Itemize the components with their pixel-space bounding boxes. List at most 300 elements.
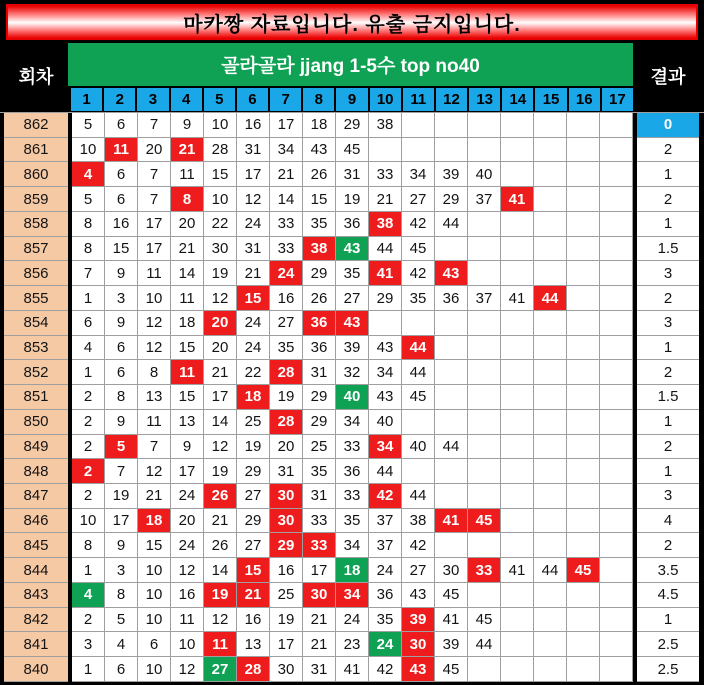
warning-banner (6, 4, 698, 40)
number-cell: 45 (435, 657, 468, 682)
column-number: 3 (137, 88, 168, 111)
number-cell: 10 (138, 286, 171, 311)
number-cell: 34 (369, 435, 402, 460)
number-cell: 42 (402, 261, 435, 286)
column-number: 9 (336, 88, 367, 111)
number-cell: 31 (303, 484, 336, 509)
number-cell: 4 (72, 162, 105, 187)
data-row (4, 410, 699, 435)
number-cell: 35 (336, 261, 369, 286)
number-cell: 42 (369, 484, 402, 509)
number-cell: 6 (105, 360, 138, 385)
number-cell: 13 (237, 632, 270, 657)
number-cell (567, 261, 600, 286)
number-cell (534, 113, 567, 138)
number-cell: 17 (270, 113, 303, 138)
number-cell: 17 (204, 385, 237, 410)
number-cell: 24 (270, 261, 303, 286)
number-cell: 21 (369, 187, 402, 212)
number-cell: 10 (204, 187, 237, 212)
number-cell (501, 608, 534, 633)
number-cell: 25 (270, 583, 303, 608)
number-cell: 34 (336, 533, 369, 558)
number-cell: 31 (303, 360, 336, 385)
number-cell: 1 (72, 558, 105, 583)
number-cell: 36 (336, 459, 369, 484)
number-cell: 16 (171, 583, 204, 608)
number-cell: 21 (237, 261, 270, 286)
number-cell: 41 (336, 657, 369, 682)
number-cell (534, 385, 567, 410)
number-cell: 24 (237, 336, 270, 361)
number-cell: 33 (303, 509, 336, 534)
result-cell: 2 (637, 435, 699, 460)
number-cell (435, 237, 468, 262)
result-cell: 1 (637, 410, 699, 435)
number-cell (567, 533, 600, 558)
result-cell: 1 (637, 162, 699, 187)
data-row (4, 187, 699, 212)
number-cell: 7 (105, 459, 138, 484)
number-cell (534, 237, 567, 262)
data-row (4, 632, 699, 657)
number-cell (600, 113, 633, 138)
round-cell: 861 (4, 138, 68, 163)
number-cell: 37 (468, 187, 501, 212)
number-cell: 12 (204, 286, 237, 311)
number-cell (600, 212, 633, 237)
number-cell: 11 (204, 632, 237, 657)
number-cell: 12 (138, 336, 171, 361)
number-cell (600, 162, 633, 187)
number-cell: 28 (237, 657, 270, 682)
round-cell: 846 (4, 509, 68, 534)
number-cell: 29 (369, 286, 402, 311)
number-cell: 16 (237, 113, 270, 138)
number-cell: 21 (138, 484, 171, 509)
number-cell: 12 (171, 657, 204, 682)
round-cell: 847 (4, 484, 68, 509)
round-cell: 856 (4, 261, 68, 286)
data-row (4, 435, 699, 460)
number-cell: 44 (369, 459, 402, 484)
round-cell: 844 (4, 558, 68, 583)
number-cell: 22 (237, 360, 270, 385)
number-cell: 45 (402, 237, 435, 262)
result-cell: 4 (637, 509, 699, 534)
number-cell: 42 (369, 657, 402, 682)
result-cell: 2 (637, 286, 699, 311)
number-cell: 18 (138, 509, 171, 534)
number-cell: 28 (270, 410, 303, 435)
column-number: 17 (602, 88, 633, 111)
data-row (4, 336, 699, 361)
number-cell: 24 (171, 533, 204, 558)
number-cell (468, 113, 501, 138)
number-cell: 16 (105, 212, 138, 237)
number-cell: 44 (534, 558, 567, 583)
number-cell (534, 657, 567, 682)
number-cell (600, 533, 633, 558)
number-cell (501, 435, 534, 460)
number-cell: 15 (171, 336, 204, 361)
number-cell (567, 632, 600, 657)
number-cell (402, 459, 435, 484)
number-cell: 18 (303, 113, 336, 138)
number-cell (435, 336, 468, 361)
number-cell: 8 (105, 385, 138, 410)
number-cell: 10 (72, 509, 105, 534)
number-cell: 17 (270, 632, 303, 657)
number-cell (468, 583, 501, 608)
data-grid (0, 112, 704, 682)
number-cell: 36 (303, 311, 336, 336)
number-cell (534, 360, 567, 385)
number-cell: 33 (270, 212, 303, 237)
number-cell (567, 583, 600, 608)
number-cell: 21 (204, 360, 237, 385)
number-cell (600, 558, 633, 583)
column-number: 15 (535, 88, 566, 111)
number-cell: 38 (369, 212, 402, 237)
number-cell: 9 (105, 261, 138, 286)
number-cell: 15 (303, 187, 336, 212)
number-cell (501, 632, 534, 657)
number-cell: 39 (435, 632, 468, 657)
number-cell (567, 212, 600, 237)
number-cell: 24 (369, 558, 402, 583)
data-row (4, 113, 699, 138)
result-cell: 2.5 (637, 632, 699, 657)
number-cell (468, 138, 501, 163)
number-cell: 2 (72, 435, 105, 460)
number-cell (501, 360, 534, 385)
number-cell: 2 (72, 385, 105, 410)
round-cell: 842 (4, 608, 68, 633)
round-cell: 858 (4, 212, 68, 237)
number-cell: 20 (138, 138, 171, 163)
number-cell: 15 (105, 237, 138, 262)
number-cell: 30 (204, 237, 237, 262)
number-cell: 44 (369, 237, 402, 262)
number-cell: 5 (72, 187, 105, 212)
data-row (4, 509, 699, 534)
number-cell: 33 (270, 237, 303, 262)
data-row (4, 261, 699, 286)
number-cell: 12 (171, 558, 204, 583)
number-cell: 15 (237, 286, 270, 311)
number-cell: 27 (336, 286, 369, 311)
number-cell: 6 (105, 336, 138, 361)
number-cell: 12 (138, 459, 171, 484)
number-cell (534, 212, 567, 237)
number-cell (534, 583, 567, 608)
number-cell: 8 (105, 583, 138, 608)
number-cell: 14 (204, 410, 237, 435)
number-cell: 38 (402, 509, 435, 534)
number-cell (567, 385, 600, 410)
number-cell: 26 (204, 484, 237, 509)
number-cell: 8 (171, 187, 204, 212)
number-cell: 33 (303, 533, 336, 558)
number-cell: 27 (237, 533, 270, 558)
number-cell: 29 (303, 261, 336, 286)
number-cell (501, 533, 534, 558)
number-cell: 28 (270, 360, 303, 385)
number-cell: 21 (171, 237, 204, 262)
number-cell: 36 (303, 336, 336, 361)
number-cell (600, 435, 633, 460)
number-cell (534, 509, 567, 534)
number-cell: 19 (105, 484, 138, 509)
number-cell: 26 (204, 533, 237, 558)
number-cell: 4 (105, 632, 138, 657)
number-cell: 9 (105, 410, 138, 435)
number-cell: 31 (237, 138, 270, 163)
number-cell (435, 484, 468, 509)
number-cell: 19 (204, 583, 237, 608)
column-number: 16 (569, 88, 600, 111)
number-cell: 35 (402, 286, 435, 311)
number-cell (600, 385, 633, 410)
data-row (4, 484, 699, 509)
number-cell: 44 (435, 212, 468, 237)
number-cell: 41 (369, 261, 402, 286)
number-cell: 11 (171, 162, 204, 187)
data-row (4, 583, 699, 608)
result-cell: 1 (637, 608, 699, 633)
number-cell: 45 (402, 385, 435, 410)
number-cell (468, 410, 501, 435)
number-cell: 3 (105, 558, 138, 583)
number-cell: 19 (336, 187, 369, 212)
sheet-title: 골라골라 jjang 1-5수 top no40 (68, 43, 633, 86)
number-cell: 26 (303, 286, 336, 311)
number-cell (567, 138, 600, 163)
number-cell: 1 (72, 360, 105, 385)
number-cell: 17 (138, 212, 171, 237)
result-cell: 3 (637, 261, 699, 286)
number-cell (369, 138, 402, 163)
number-cell: 45 (435, 583, 468, 608)
number-cell (567, 410, 600, 435)
round-cell: 841 (4, 632, 68, 657)
number-cell: 19 (204, 459, 237, 484)
column-number: 12 (436, 88, 467, 111)
number-cell: 45 (468, 608, 501, 633)
number-cell (501, 509, 534, 534)
round-cell: 857 (4, 237, 68, 262)
number-cell (567, 484, 600, 509)
round-cell: 850 (4, 410, 68, 435)
column-number: 7 (270, 88, 301, 111)
number-cell (501, 113, 534, 138)
result-cell: 0 (637, 113, 699, 138)
number-cell (468, 237, 501, 262)
number-cell: 30 (435, 558, 468, 583)
number-cell (534, 632, 567, 657)
number-cell: 36 (369, 583, 402, 608)
round-cell: 862 (4, 113, 68, 138)
result-cell: 1 (637, 212, 699, 237)
data-row (4, 608, 699, 633)
round-cell: 853 (4, 336, 68, 361)
result-cell: 1 (637, 459, 699, 484)
round-cell: 849 (4, 435, 68, 460)
number-cell (501, 657, 534, 682)
round-cell: 860 (4, 162, 68, 187)
number-cell (567, 657, 600, 682)
number-cell: 17 (303, 558, 336, 583)
number-cell: 9 (105, 533, 138, 558)
number-cell: 36 (336, 212, 369, 237)
data-row (4, 657, 699, 682)
data-row (4, 533, 699, 558)
number-cell: 29 (435, 187, 468, 212)
number-cell: 40 (369, 410, 402, 435)
number-cell: 23 (336, 632, 369, 657)
number-cell (534, 311, 567, 336)
number-cell: 25 (237, 410, 270, 435)
number-cell: 10 (72, 138, 105, 163)
number-cell: 25 (303, 435, 336, 460)
number-cell: 27 (237, 484, 270, 509)
number-cell: 3 (72, 632, 105, 657)
number-cell: 44 (534, 286, 567, 311)
number-cell (501, 583, 534, 608)
number-cell: 12 (204, 435, 237, 460)
number-cell: 31 (270, 459, 303, 484)
number-cell: 34 (402, 162, 435, 187)
data-row (4, 162, 699, 187)
round-cell: 845 (4, 533, 68, 558)
number-cell: 27 (204, 657, 237, 682)
number-cell (567, 113, 600, 138)
number-cell (468, 212, 501, 237)
number-cell: 44 (402, 360, 435, 385)
number-cell: 8 (72, 212, 105, 237)
number-cell: 11 (105, 138, 138, 163)
number-cell (600, 286, 633, 311)
number-cell: 2 (72, 484, 105, 509)
number-cell (600, 410, 633, 435)
result-cell: 3.5 (637, 558, 699, 583)
number-cell (567, 336, 600, 361)
number-cell (402, 138, 435, 163)
warning-banner-text: 마카짱 자료입니다. 유출 금지입니다. (183, 13, 521, 36)
number-cell: 12 (237, 187, 270, 212)
number-cell (369, 311, 402, 336)
number-cell (600, 138, 633, 163)
number-cell (534, 608, 567, 633)
number-cell (501, 212, 534, 237)
number-cell: 11 (138, 261, 171, 286)
number-cell (501, 261, 534, 286)
number-cell: 34 (369, 360, 402, 385)
number-cell: 29 (237, 509, 270, 534)
number-cell: 16 (270, 286, 303, 311)
number-cell: 29 (303, 385, 336, 410)
number-cell: 12 (204, 608, 237, 633)
data-row (4, 286, 699, 311)
round-cell: 854 (4, 311, 68, 336)
result-cell: 1.5 (637, 385, 699, 410)
number-cell (402, 113, 435, 138)
number-cell: 21 (303, 632, 336, 657)
number-cell: 32 (336, 360, 369, 385)
data-row (4, 459, 699, 484)
number-cell (567, 237, 600, 262)
number-cell (600, 632, 633, 657)
column-number: 6 (237, 88, 268, 111)
number-cell: 41 (501, 286, 534, 311)
column-number: 2 (104, 88, 135, 111)
number-cell (501, 162, 534, 187)
number-cell: 30 (270, 509, 303, 534)
number-cell: 44 (435, 435, 468, 460)
number-cell: 17 (105, 509, 138, 534)
number-cell: 31 (336, 162, 369, 187)
round-cell: 851 (4, 385, 68, 410)
number-cell: 26 (303, 162, 336, 187)
number-cell: 7 (72, 261, 105, 286)
number-cell: 8 (72, 237, 105, 262)
number-cell: 24 (237, 212, 270, 237)
number-cell: 28 (204, 138, 237, 163)
number-cell: 35 (303, 212, 336, 237)
column-number-row (71, 88, 633, 111)
number-cell (435, 138, 468, 163)
number-cell: 29 (237, 459, 270, 484)
number-cell (534, 410, 567, 435)
number-cell: 29 (336, 113, 369, 138)
number-cell (435, 113, 468, 138)
number-cell: 4 (72, 336, 105, 361)
number-cell: 31 (303, 657, 336, 682)
number-cell: 45 (468, 509, 501, 534)
number-cell: 10 (204, 113, 237, 138)
number-cell: 21 (303, 608, 336, 633)
number-cell: 11 (171, 608, 204, 633)
number-cell: 15 (204, 162, 237, 187)
number-cell (468, 336, 501, 361)
column-number: 1 (71, 88, 102, 111)
number-cell: 39 (402, 608, 435, 633)
data-row (4, 360, 699, 385)
number-cell: 35 (369, 608, 402, 633)
result-cell: 3 (637, 484, 699, 509)
number-cell (600, 583, 633, 608)
number-cell (600, 459, 633, 484)
number-cell: 16 (270, 558, 303, 583)
number-cell: 41 (501, 558, 534, 583)
round-cell: 855 (4, 286, 68, 311)
number-cell (468, 261, 501, 286)
round-cell: 848 (4, 459, 68, 484)
number-cell: 34 (336, 410, 369, 435)
number-cell (534, 261, 567, 286)
number-cell: 10 (138, 657, 171, 682)
result-cell: 1 (637, 336, 699, 361)
number-cell: 12 (138, 311, 171, 336)
number-cell: 34 (336, 583, 369, 608)
number-cell (600, 360, 633, 385)
number-cell: 37 (369, 533, 402, 558)
number-cell: 6 (105, 113, 138, 138)
number-cell: 43 (369, 385, 402, 410)
number-cell (534, 162, 567, 187)
result-column-header: 결과 (650, 67, 686, 87)
